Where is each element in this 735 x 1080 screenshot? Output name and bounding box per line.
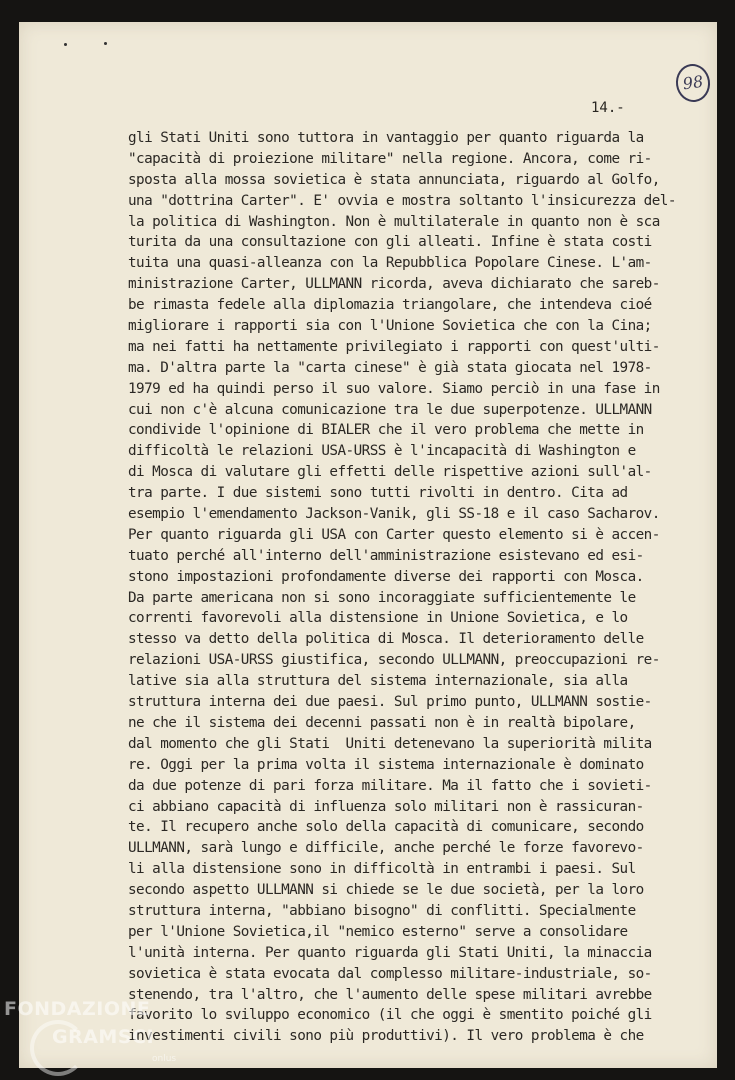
archive-page-stamp: 98 [674, 62, 713, 104]
text-line: relazioni USA-URSS giustifica, secondo ULLMANN, preoccupazioni re- [128, 652, 660, 669]
fondazione-gramsci-watermark [4, 996, 204, 1076]
document-page [19, 22, 717, 1068]
text-line: stesso va detto della politica di Mosca. Il deterioramento delle [128, 631, 644, 648]
text-line: li alla distensione sono in difficoltà in entrambi i paesi. Sul [128, 861, 636, 878]
text-line: dal momento che gli Stati Uniti detenevano la superiorità milita [128, 735, 652, 752]
text-line: stenendo, tra l'altro, che l'aumento delle spese militari avrebbe [128, 986, 652, 1003]
text-line: per l'Unione Sovietica,il "nemico esterno" serve a consolidare [128, 923, 628, 940]
page-number: 14.- [591, 100, 625, 116]
text-line: ne che il sistema dei decenni passati non è in realtà bipolare, [128, 714, 636, 731]
text-line: "capacità di proiezione militare" nella regione. Ancora, come ri- [128, 150, 652, 167]
text-line: ministrazione Carter, ULLMANN ricorda, aveva dichiarato che sareb- [128, 276, 660, 293]
text-line: te. Il recupero anche solo della capacità di comunicare, secondo [128, 819, 644, 836]
text-line: Da parte americana non si sono incoraggiate sufficientemente le [128, 589, 636, 606]
text-line: sovietica è stata evocata dal complesso militare-industriale, so- [128, 965, 652, 982]
text-line: una "dottrina Carter". E' ovvia e mostra soltanto l'insicurezza del- [128, 192, 676, 209]
text-line: esempio l'emendamento Jackson-Vanik, gli SS-18 e il caso Sacharov. [128, 506, 660, 523]
typewritten-text [128, 128, 676, 1047]
text-line: da due potenze di pari forza militare. Ma il fatto che i sovieti- [128, 777, 652, 794]
text-line: difficoltà le relazioni USA-URSS è l'incapacità di Washington e [128, 443, 636, 460]
text-line: be rimasta fedele alla diplomazia triangolare, che intendeva cioé [128, 297, 652, 314]
text-line: favorito lo sviluppo economico (il che oggi è smentito poiché gli [128, 1007, 652, 1024]
text-line: tra parte. I due sistemi sono tutti rivolti in dentro. Cita ad [128, 485, 628, 502]
text-line: ci abbiano capacità di influenza solo militari non è rassicuran- [128, 798, 644, 815]
text-line: stono impostazioni profondamente diverse dei rapporti con Mosca. [128, 568, 644, 585]
text-line: struttura interna, "abbiano bisogno" di conflitti. Specialmente [128, 902, 636, 919]
text-line: tuato perché all'interno dell'amministrazione esistevano ed esi- [128, 547, 644, 564]
text-line: Per quanto riguarda gli USA con Carter questo elemento si è accen- [128, 526, 660, 543]
text-line: la politica di Washington. Non è multilaterale in quanto non è sca [128, 213, 660, 230]
text-line: turita da una consultazione con gli alleati. Infine è stata costi [128, 234, 652, 251]
text-line: ma nei fatti ha nettamente privilegiato i rapporti con quest'ulti- [128, 338, 660, 355]
punch-mark [64, 43, 67, 46]
text-line: cui non c'è alcuna comunicazione tra le due superpotenze. ULLMANN [128, 401, 652, 418]
text-line: 1979 ed ha quindi perso il suo valore. Siamo perciò in una fase in [128, 380, 660, 397]
text-line: ULLMANN, sarà lungo e difficile, anche perché le forze favorevo- [128, 840, 644, 857]
text-line: tuita una quasi-alleanza con la Repubblica Popolare Cinese. L'am- [128, 255, 652, 272]
text-line: re. Oggi per la prima volta il sistema internazionale è dominato [128, 756, 644, 773]
watermark-line-3: onlus [152, 1054, 177, 1064]
watermark-line-1: FONDAZIONE [4, 998, 151, 1020]
text-line: sposta alla mossa sovietica è stata annunciata, riguardo al Golfo, [128, 171, 660, 188]
text-line: ma. D'altra parte la "carta cinese" è già stata giocata nel 1978- [128, 359, 652, 376]
text-line: di Mosca di valutare gli effetti delle rispettive azioni sull'al- [128, 464, 652, 481]
text-line: struttura interna dei due paesi. Sul primo punto, ULLMANN sostie- [128, 694, 652, 711]
text-line: secondo aspetto ULLMANN si chiede se le due società, per la loro [128, 882, 644, 899]
punch-mark [104, 42, 107, 45]
text-line: migliorare i rapporti sia con l'Unione Sovietica che con la Cina; [128, 318, 652, 335]
text-line: correnti favorevoli alla distensione in Unione Sovietica, e lo [128, 610, 628, 627]
text-line: condivide l'opinione di BIALER che il vero problema che mette in [128, 422, 644, 439]
text-line: lative sia alla struttura del sistema internazionale, sia alla [128, 673, 628, 690]
text-line: l'unità interna. Per quanto riguarda gli Stati Uniti, la minaccia [128, 944, 652, 961]
watermark-line-2: GRAMSCI [52, 1026, 155, 1048]
text-line: gli Stati Uniti sono tuttora in vantaggio per quanto riguarda la [128, 130, 644, 146]
text-line: investimenti civili sono più produttivi). Il vero problema è che [128, 1028, 644, 1045]
